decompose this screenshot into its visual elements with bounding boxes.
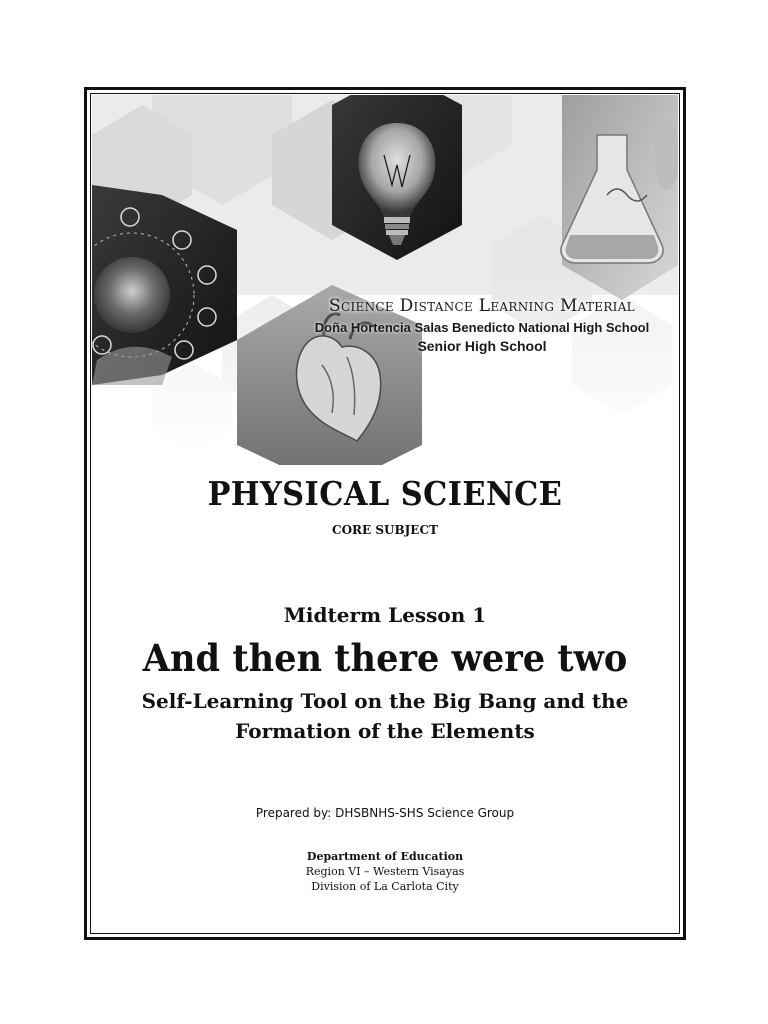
prepared-by: Prepared by: DHSBNHS-SHS Science Group bbox=[255, 806, 515, 820]
department-block bbox=[92, 849, 678, 894]
lesson-label: Midterm Lesson 1 bbox=[283, 603, 487, 627]
distance-learning-banner bbox=[290, 296, 674, 354]
cover-artwork bbox=[92, 95, 678, 465]
school-level: Senior High School bbox=[417, 338, 547, 354]
subject-type: CORE SUBJECT bbox=[332, 523, 438, 537]
lesson-subtitle-line-1: Self-Learning Tool on the Big Bang and the bbox=[141, 689, 629, 713]
lesson-title: And then there were two bbox=[142, 636, 628, 680]
lab-flask-image bbox=[561, 95, 678, 300]
lesson-subtitle bbox=[92, 686, 678, 746]
school-name: Doña Hortencia Salas Benedicto National High School bbox=[314, 320, 650, 335]
banner-title: Science Distance Learning Material bbox=[329, 296, 635, 316]
department-name: Department of Education bbox=[306, 850, 464, 863]
lesson-subtitle-line-2: Formation of the Elements bbox=[235, 719, 535, 743]
light-bulb-image bbox=[332, 95, 462, 260]
department-region: Region VI – Western Visayas bbox=[305, 865, 465, 878]
subject-title: PHYSICAL SCIENCE bbox=[207, 474, 563, 513]
department-division: Division of La Carlota City bbox=[311, 880, 459, 893]
